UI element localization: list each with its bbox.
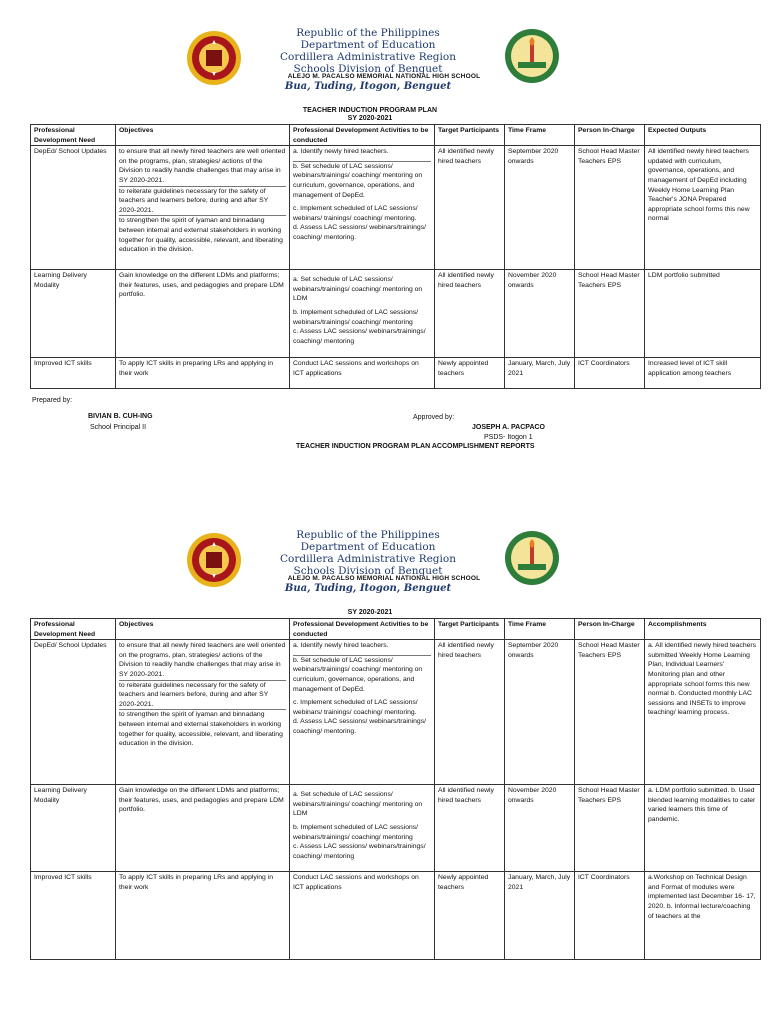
need-cell: Improved ICT skills — [31, 872, 116, 960]
plan-title: TEACHER INDUCTION PROGRAM PLAN — [302, 107, 438, 114]
target-cell: All identified newly hired teachers — [435, 640, 505, 785]
letterhead-line: Republic of the Philippines — [296, 529, 440, 541]
accomplishment-cell: a.Workshop on Technical Design and Format of modules were implemented last December 16- 17, 2020. b. Informal lecture/coaching of teachers at the — [645, 872, 761, 960]
activity-item: b. Set schedule of LAC sessions/ webinars/trainings/ coaching/ mentoring on curriculum, governance, operations, and management of DepEd. — [293, 161, 431, 200]
activity-item: a. Set schedule of LAC sessions/ webinars/trainings/ coaching/ mentoring on LDM — [293, 791, 423, 818]
timeframe-cell: November 2020 onwards — [505, 270, 575, 358]
column-header: Objectives — [116, 125, 290, 146]
column-header: Target Participants — [435, 125, 505, 146]
objectives-cell — [116, 358, 290, 389]
letterhead-agency — [240, 27, 496, 75]
target-cell: All identified newly hired teachers — [435, 785, 505, 872]
objectives-cell — [116, 270, 290, 358]
prepared-by-label: Prepared by: — [32, 397, 73, 404]
need-cell: DepEd/ School Updates — [31, 640, 116, 785]
need-cell: Learning Delivery Modality — [31, 785, 116, 872]
school-name: ALEJO M. PACALSO MEMORIAL NATIONAL HIGH SCHOOL — [287, 73, 481, 80]
letterhead-line: Schools Division of Benguet — [293, 565, 443, 577]
need-cell: Learning Delivery Modality — [31, 270, 116, 358]
objective-item: to ensure that all newly hired teachers are well oriented on the programs, plan, strategies/ actions of the Division to readily handle challenges that may arise in SY 2020-2021. — [119, 148, 286, 184]
timeframe-cell: January, March, July 2021 — [505, 872, 575, 960]
target-cell: Newly appointed teachers — [435, 872, 505, 960]
approver-name: JOSEPH A. PACPACO — [472, 424, 545, 431]
objective-item: to ensure that all newly hired teachers are well oriented on the programs, plan, strategies/ actions of the Division to readily handle challenges that may arise in SY 2020-2021. — [119, 642, 286, 678]
accomplishment-cell: a. LDM portfolio submitted. b. Used blended learning modalities to cater varied learners this time of pandemic. — [645, 785, 761, 872]
person-cell: School Head Master Teachers EPS — [575, 270, 645, 358]
person-cell: ICT Coordinators — [575, 872, 645, 960]
table-header-row — [31, 125, 761, 146]
output-cell: LDM portfolio submitted — [645, 270, 761, 358]
activity-item: d. Assess LAC sessions/ webinars/trainings/ coaching/ mentoring. — [293, 224, 426, 241]
column-header: Professional Development Need — [31, 619, 116, 640]
table-row — [31, 640, 761, 785]
activities-cell — [290, 640, 435, 785]
school-address: Bua, Tuding, Itogon, Benguet — [284, 81, 452, 92]
report-table — [30, 618, 761, 960]
objective-item: to strengthen the spirit of iyaman and binnadang between internal and external stakeholders in working together for quality, accessible, relevant, and liberating education in the division. — [119, 215, 286, 254]
target-cell: Newly appointed teachers — [435, 358, 505, 389]
activity-item: a. Set schedule of LAC sessions/ webinars/trainings/ coaching/ mentoring on LDM — [293, 276, 423, 303]
objectives-cell — [116, 785, 290, 872]
output-cell: Increased level of ICT skill application among teachers — [645, 358, 761, 389]
column-header: Time Frame — [505, 619, 575, 640]
column-header: Time Frame — [505, 125, 575, 146]
objective-item: To apply ICT skills in preparing LRs and applying in their work — [119, 360, 274, 377]
activity-item: Conduct LAC sessions and workshops on ICT applications — [293, 360, 419, 377]
column-header: Professional Development Need — [31, 125, 116, 146]
activities-cell — [290, 785, 435, 872]
column-header: Accomplishments — [645, 619, 761, 640]
letterhead — [0, 0, 768, 90]
column-header: Person In-Charge — [575, 125, 645, 146]
target-cell: All identified newly hired teachers — [435, 146, 505, 270]
plan-table — [30, 124, 761, 389]
letterhead-line: Cordillera Administrative Region — [280, 553, 456, 565]
report-school-year: SY 2020-2021 — [347, 609, 393, 616]
activities-cell — [290, 872, 435, 960]
accomplishment-cell: a. All identified newly hired teachers submitted Weekly Home Learning Plan, Individual Learners' Monitoring plan and other appropriate school forms this new normal b. Conducted monthly LAC sessions and INSETs to improve teaching/ learning process. — [645, 640, 761, 785]
preparer-title: School Principal II — [90, 424, 147, 431]
letterhead-agency — [240, 529, 496, 577]
person-cell: School Head Master Teachers EPS — [575, 640, 645, 785]
activity-item: b. Implement scheduled of LAC sessions/ webinars/trainings/ coaching/ mentoring — [293, 823, 419, 841]
table-row — [31, 872, 761, 960]
activity-item: d. Assess LAC sessions/ webinars/trainings/ coaching/ mentoring. — [293, 718, 426, 735]
objectives-cell — [116, 146, 290, 270]
table-row — [31, 785, 761, 872]
approver-title: PSDS- Itogon 1 — [484, 434, 533, 441]
objective-item: to reiterate guidelines necessary for the safety of teachers and learners before, during and after SY 2020-2021. — [119, 680, 286, 710]
need-cell: DepEd/ School Updates — [31, 146, 116, 270]
activities-cell — [290, 146, 435, 270]
target-cell: All identified newly hired teachers — [435, 270, 505, 358]
letterhead-line: Department of Education — [300, 541, 436, 553]
timeframe-cell: January, March, July 2021 — [505, 358, 575, 389]
activities-cell — [290, 358, 435, 389]
activity-item: c. Assess LAC sessions/ webinars/trainings/ coaching/ mentoring — [293, 843, 426, 860]
letterhead-line: Republic of the Philippines — [296, 27, 440, 39]
table-header-row — [31, 619, 761, 640]
person-cell: School Head Master Teachers EPS — [575, 785, 645, 872]
table-row — [31, 270, 761, 358]
letterhead-line: Cordillera Administrative Region — [280, 51, 456, 63]
activity-item: c. Implement scheduled of LAC sessions/ webinars/ trainings/ coaching/ mentoring. — [293, 699, 418, 716]
plan-school-year: SY 2020-2021 — [347, 115, 393, 122]
school-name: ALEJO M. PACALSO MEMORIAL NATIONAL HIGH SCHOOL — [287, 575, 481, 582]
column-header: Target Participants — [435, 619, 505, 640]
activities-cell — [290, 270, 435, 358]
column-header: Professional Development Activities to be conducted — [290, 125, 435, 146]
timeframe-cell: September 2020 onwards — [505, 640, 575, 785]
need-cell: Improved ICT skills — [31, 358, 116, 389]
objective-item: to strengthen the spirit of iyaman and binnadang between internal and external stakeholders in working together for quality, accessible, relevant, and liberating education in the division. — [119, 709, 286, 748]
objectives-cell — [116, 872, 290, 960]
column-header: Person In-Charge — [575, 619, 645, 640]
objectives-cell — [116, 640, 290, 785]
column-header: Professional Development Activities to be conducted — [290, 619, 435, 640]
activity-item: b. Set schedule of LAC sessions/ webinars/trainings/ coaching/ mentoring on curriculum, governance, operations, and management of DepEd. — [293, 655, 431, 694]
activity-item: c. Implement scheduled of LAC sessions/ webinars/ trainings/ coaching/ mentoring. — [293, 205, 418, 222]
letterhead — [0, 502, 768, 592]
column-header: Expected Outputs — [645, 125, 761, 146]
objective-item: Gain knowledge on the different LDMs and platforms; their features, uses, and pedagogies and prepare LDM portfolio. — [119, 272, 284, 299]
activity-item: b. Implement scheduled of LAC sessions/ webinars/trainings/ coaching/ mentoring — [293, 308, 419, 326]
table-row — [31, 358, 761, 389]
activity-item: Conduct LAC sessions and workshops on ICT applications — [293, 874, 419, 891]
letterhead-line: Department of Education — [300, 39, 436, 51]
preparer-name: BIVIAN B. CUH-ING — [88, 413, 153, 420]
objective-item: To apply ICT skills in preparing LRs and applying in their work — [119, 874, 274, 891]
report-title: TEACHER INDUCTION PROGRAM PLAN ACCOMPLISHMENT REPORTS — [296, 443, 535, 450]
timeframe-cell: November 2020 onwards — [505, 785, 575, 872]
activity-item: a. Identify newly hired teachers. — [293, 148, 389, 156]
letterhead-line: Schools Division of Benguet — [293, 63, 443, 75]
activity-item: c. Assess LAC sessions/ webinars/trainings/ coaching/ mentoring — [293, 328, 426, 345]
column-header: Objectives — [116, 619, 290, 640]
output-cell: All identified newly hired teachers updated with curriculum, governance, operations, and management of DepEd including Weekly Home Learning Plan Teacher's JONA Prepared appropriate school forms this new normal — [645, 146, 761, 270]
person-cell: ICT Coordinators — [575, 358, 645, 389]
objective-item: Gain knowledge on the different LDMs and platforms; their features, uses, and pedagogies and prepare LDM portfolio. — [119, 787, 284, 814]
activity-item: a. Identify newly hired teachers. — [293, 642, 389, 650]
approved-by-label: Approved by: — [413, 414, 455, 421]
person-cell: School Head Master Teachers EPS — [575, 146, 645, 270]
objective-item: to reiterate guidelines necessary for the safety of teachers and learners before, during and after SY 2020-2021. — [119, 186, 286, 216]
table-row — [31, 146, 761, 270]
school-address: Bua, Tuding, Itogon, Benguet — [284, 583, 452, 594]
timeframe-cell: September 2020 onwards — [505, 146, 575, 270]
